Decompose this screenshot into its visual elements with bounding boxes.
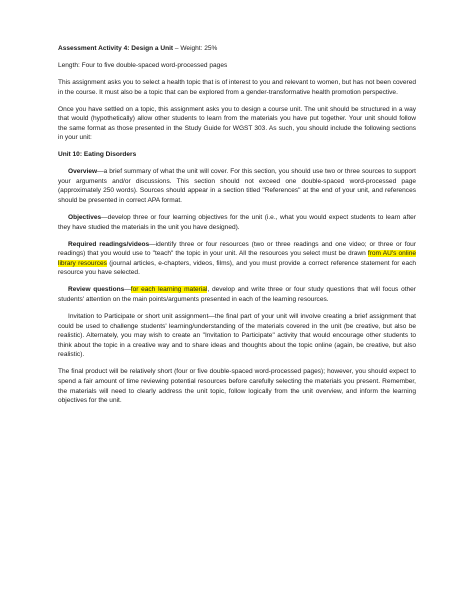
review-highlight: for each learning material xyxy=(130,286,208,294)
readings-text-after: (journal articles, e-chapters, videos, films), and you must provide a correct reference statement for each resource you have selected. xyxy=(58,259,416,277)
overview-text: —a brief summary of what the unit will cover. For this section, you should use two or three sources to support your arguments and/or discussions. This section should not exceed one double-spaced word-processed page (approximately 250 words). Sources should appear in a section titled "References" at the end of your unit, and references should be presented in correct APA format. xyxy=(58,168,416,205)
readings-highlight: from AU's online library resources xyxy=(58,250,416,267)
review-dash: — xyxy=(124,286,131,294)
review-label: Review questions xyxy=(68,286,125,294)
objectives-text: —develop three or four learning objectives for the unit (i.e., what you would expect students to learn after they have studied the materials in the unit you have designed). xyxy=(58,214,416,231)
instructions-paragraph: Once you have settled on a topic, this assignment asks you to design a course unit. The unit should be structured in a way that would (hypothetically) allow other students to learn from the materials you have put together. Your unit should follow the same format as those presented in the Study Guide for WGST 303. As such, you should include the following sections in your unit: xyxy=(58,105,416,142)
unit-heading: Unit 10: Eating Disorders xyxy=(58,151,137,159)
objectives-label: Objectives xyxy=(68,214,102,222)
intro-paragraph: This assignment asks you to select a health topic that is of interest to you and relevant to women, but has not been covered in the course. It must also be a topic that can be explored from a gender-transformative health promotion perspective. xyxy=(58,78,416,96)
review-text-after: , develop and write three or four study questions that will focus other students' attention on the main points/arguments presented in each of the learning resources. xyxy=(58,286,416,303)
assignment-title-main: Assessment Activity 4: Design a Unit xyxy=(58,45,174,52)
overview-label: Overview xyxy=(68,168,98,176)
assignment-title xyxy=(58,44,416,54)
invitation-section: Invitation to Participate or short unit assignment—the final part of your unit will involve creating a brief assignment that could be used to challenge students' learning/understanding of the materials covered in the unit (be creative, but also be realistic). Alternately, you may wish to create an "Invitation to Participate" activity that would encourage other students to think about the topic in a creative way and to share ideas and thoughts about the topic online (again, be creative, but also realistic). xyxy=(58,312,416,359)
assignment-weight: – Weight: 25% xyxy=(173,45,218,52)
readings-section xyxy=(58,240,416,278)
assignment-length: Length: Four to five double-spaced word-processed pages xyxy=(58,61,228,69)
objectives-section xyxy=(58,213,416,232)
readings-text-before: —identify three or four resources (two or three readings and one video; or three or four readings) that you would use to "teach" the topic in your unit. All the resources you select must be drawn xyxy=(58,240,416,258)
review-section xyxy=(58,285,416,304)
final-paragraph: The final product will be relatively short (four or five double-spaced word-processed pages); however, you should expect to spend a fair amount of time reviewing potential resources before carefully selecting the materials you present. Remember, the materials will need to clearly address the unit topic, follow logically from the unit overview, and inform the learning objectives for the unit. xyxy=(58,368,416,405)
readings-label: Required readings/videos xyxy=(68,240,150,248)
overview-section xyxy=(58,167,416,205)
